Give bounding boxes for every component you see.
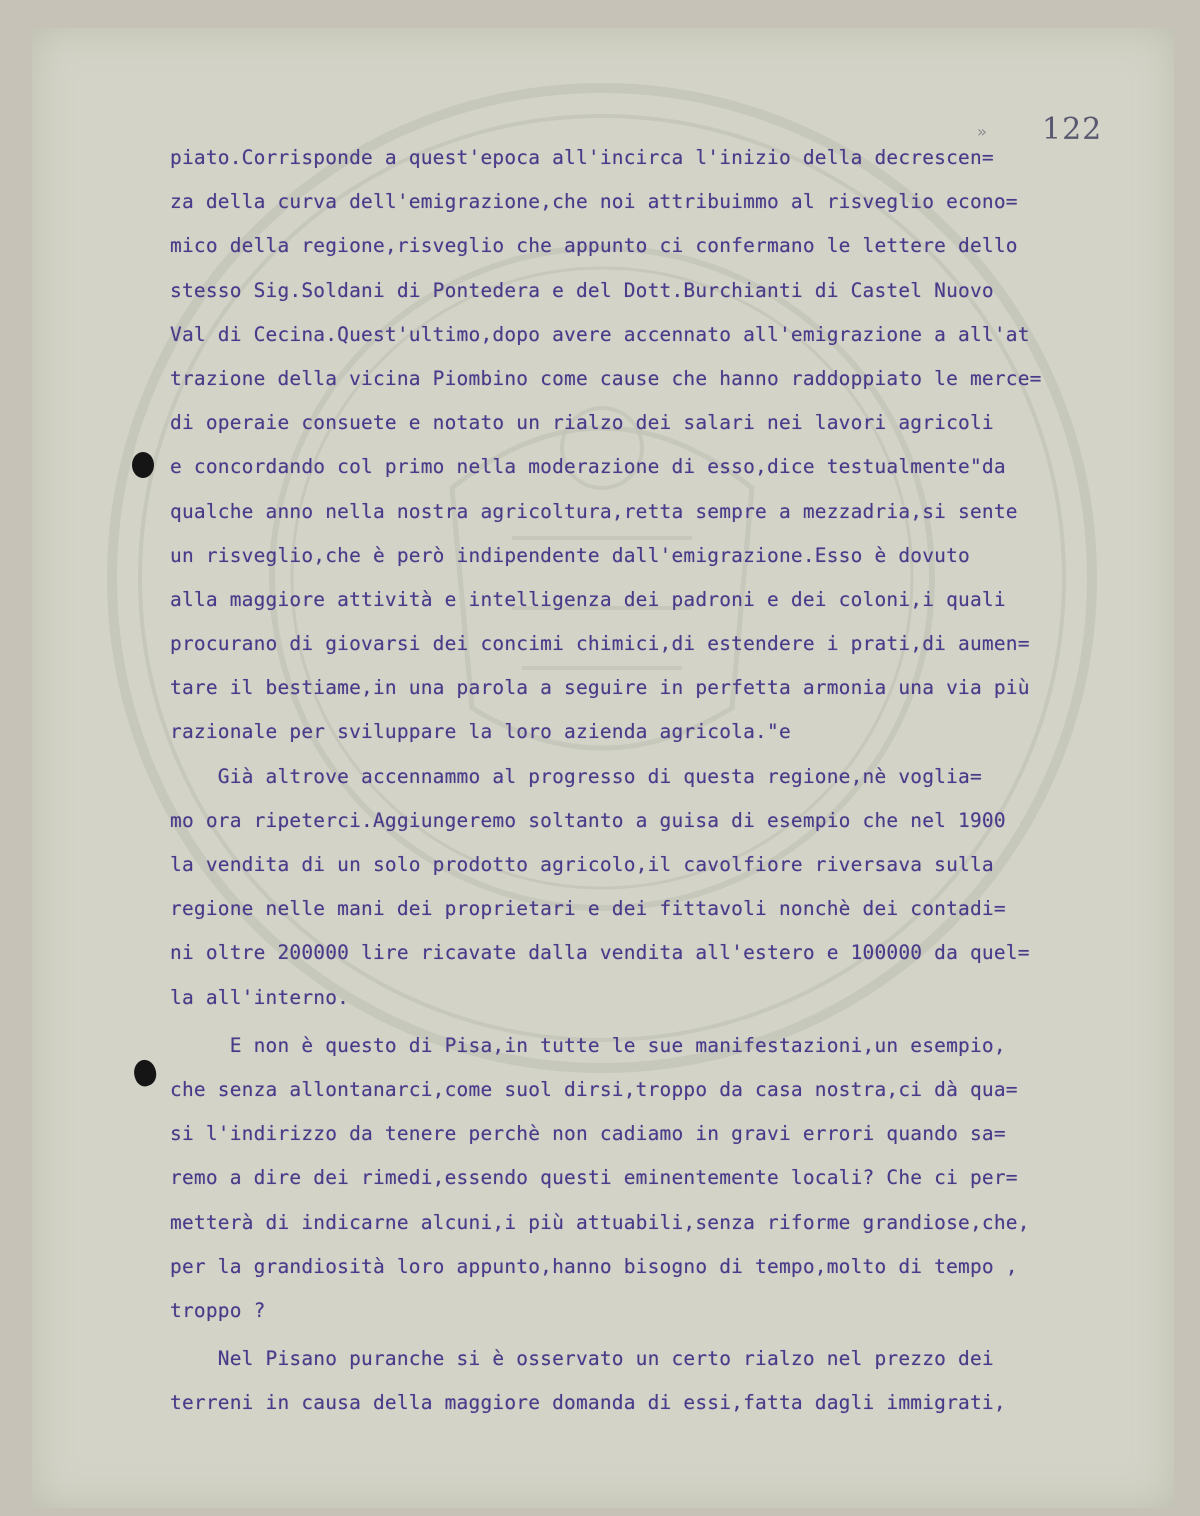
text-line: Val di Cecina.Quest'ultimo,dopo avere accennato all'emigrazione a all'at: [170, 322, 1030, 346]
text-line: e concordando col primo nella moderazione di esso,dice testualmente"da: [170, 455, 1006, 479]
typewritten-text: [170, 136, 1130, 1425]
text-line: si l'indirizzo da tenere perchè non cadiamo in gravi errori quando sa=: [170, 1122, 1006, 1146]
page-number: 122: [1042, 112, 1103, 147]
text-line: mo ora ripeterci.Aggiungeremo soltanto a guisa di esempio che nel 1900: [170, 808, 1006, 832]
text-line: la vendita di un solo prodotto agricolo,il cavolfiore riversava sulla: [170, 853, 994, 876]
text-line: remo a dire dei rimedi,essendo questi eminentemente locali? Che ci per=: [170, 1166, 1018, 1190]
margin-mark: »: [977, 122, 987, 141]
text-line: ni oltre 200000 lire ricavate dalla vendita all'estero e 100000 da quel=: [170, 941, 1030, 965]
text-line: un risveglio,che è però indipendente dall'emigrazione.Esso è dovuto: [170, 543, 970, 567]
text-line: regione nelle mani dei proprietari e dei fittavoli nonchè dei contadi=: [170, 897, 1006, 921]
text-line: troppo ?: [170, 1298, 266, 1322]
paragraph-4: [170, 1337, 1130, 1425]
paragraph-1: [170, 136, 1130, 755]
text-line: la all'interno.: [170, 985, 350, 1009]
text-line: Già altrove accennammo al progresso di questa regione,nè voglia=: [170, 764, 982, 788]
text-line: procurano di giovarsi dei concimi chimici,di estendere i prati,di aumen=: [170, 632, 1030, 656]
text-line: piato.Corrisponde a quest'epoca all'incirca l'inizio della decrescen=: [170, 146, 994, 169]
text-line: mico della regione,risveglio che appunto ci confermano le lettere dello: [170, 234, 1018, 258]
text-line: trazione della vicina Piombino come cause che hanno raddoppiato le merce=: [170, 366, 1042, 390]
paragraph-3: [170, 1024, 1130, 1333]
text-line: razionale per sviluppare la loro azienda agricola."e: [170, 720, 791, 744]
text-line: tare il bestiame,in una parola a seguire in perfetta armonia una via più: [170, 676, 1030, 700]
paragraph-2: [170, 755, 1130, 1020]
text-line: Nel Pisano puranche si è osservato un certo rialzo nel prezzo dei: [170, 1347, 994, 1371]
punch-hole-icon: [130, 1057, 160, 1089]
text-line: stesso Sig.Soldani di Pontedera e del Dott.Burchianti di Castel Nuovo: [170, 278, 994, 302]
text-line: alla maggiore attività e intelligenza dei padroni e dei coloni,i quali: [170, 587, 1006, 611]
text-line: di operaie consuete e notato un rialzo dei salari nei lavori agricoli: [170, 411, 994, 435]
text-line: che senza allontanarci,come suol dirsi,troppo da casa nostra,ci dà qua=: [170, 1077, 1018, 1101]
text-line: E non è questo di Pisa,in tutte le sue manifestazioni,un esempio,: [170, 1033, 1006, 1057]
text-line: za della curva dell'emigrazione,che noi attribuimmo al risveglio econo=: [170, 190, 1018, 214]
text-line: qualche anno nella nostra agricoltura,retta sempre a mezzadria,si sente: [170, 499, 1018, 523]
text-line: terreni in causa della maggiore domanda di essi,fatta dagli immigrati,: [170, 1391, 1006, 1415]
punch-hole-icon: [132, 452, 154, 478]
text-line: per la grandiosità loro appunto,hanno bisogno di tempo,molto di tempo ,: [170, 1254, 1018, 1278]
text-line: metterà di indicarne alcuni,i più attuabili,senza riforme grandiose,che,: [170, 1210, 1030, 1234]
